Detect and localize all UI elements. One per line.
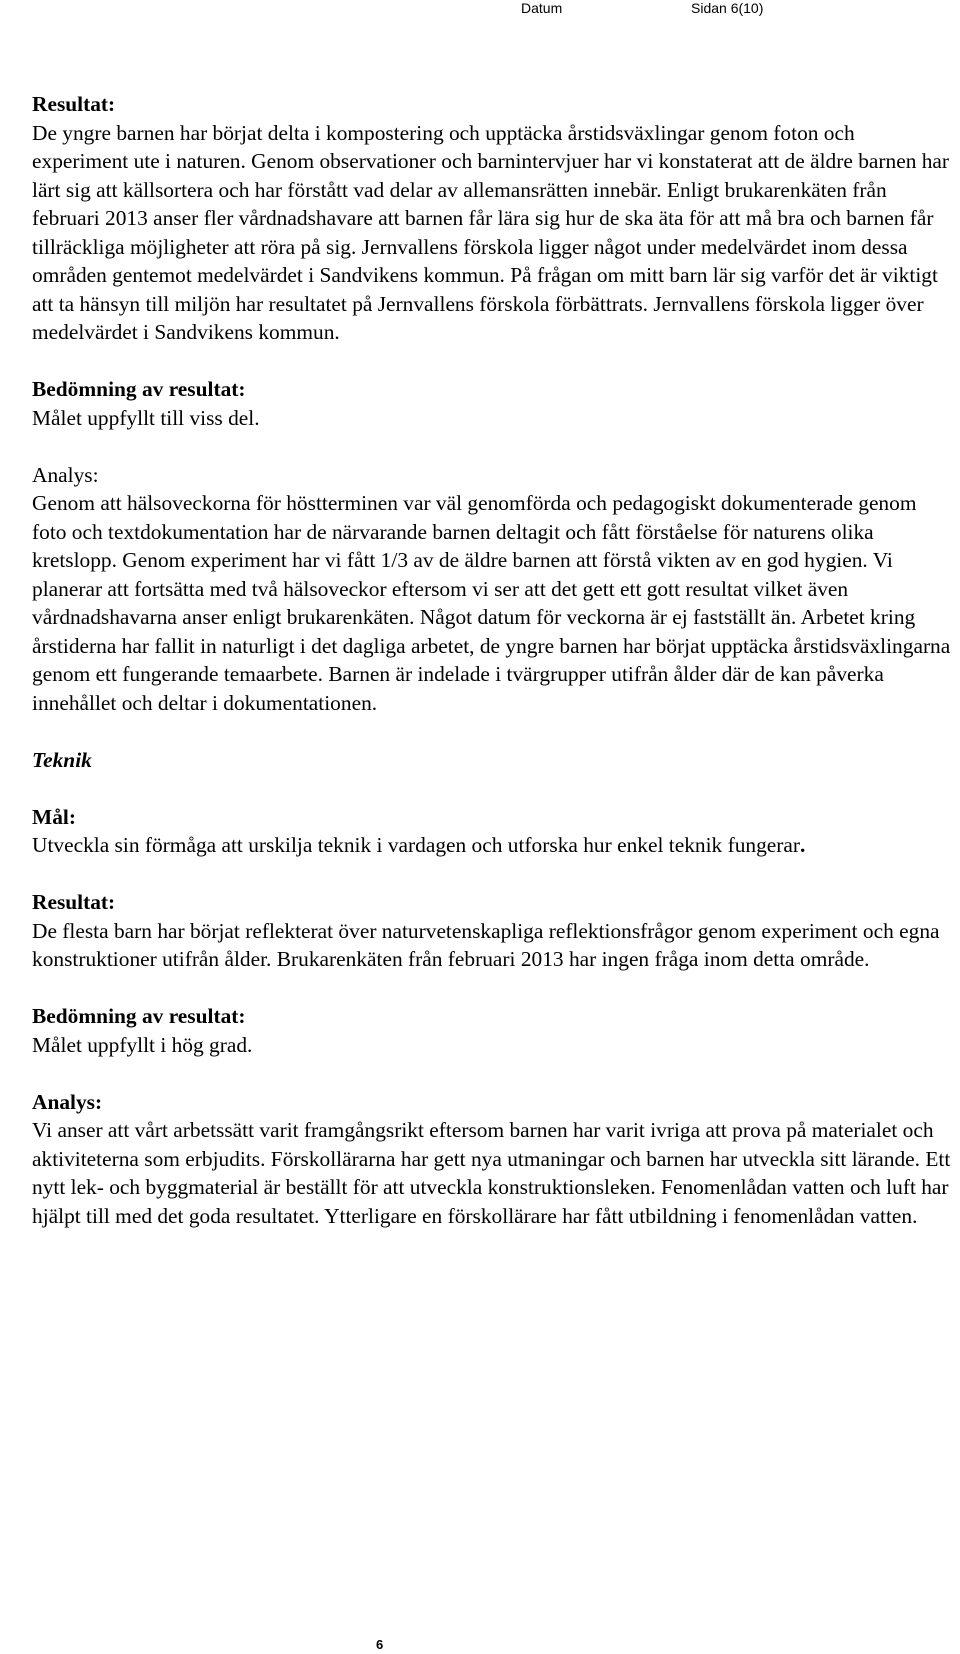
teknik-result-heading: Resultat: <box>32 890 116 914</box>
teknik-section-title: Teknik <box>32 747 92 772</box>
natur-analysis-text: Genom att hälsoveckorna för höstterminen var väl genomförda och pedagogiskt dokumenterade genom foto och textdokumentation har de närvarande barnen deltagit och fått förståelse för naturens olika kretslopp. Genom experiment har vi fått 1/3 av de äldre barnen att förstå vikten av en god hygien. Vi planerar att fortsätta med två hälsoveckor eftersom vi ser att det gett ett gott resultat vilket även vårdnadshavarna anser enligt brukarenkäten. Något datum för veckorna är ej fastställt än. Arbetet kring årstiderna har fallit in naturligt i det dagliga arbetet, de yngre barnen har börjat upptäcka årstidsväxlingarna genom ett fungerande temaarbete. Barnen är indelade i tvärgrupper utifrån ålder där de kan påverka innehållet och deltar i dokumentationen. <box>32 491 951 715</box>
teknik-analysis-text: Vi anser att vårt arbetssätt varit framgångsrikt eftersom barnen har varit ivriga att prova på materialet och aktiviteterna som erbjudits. Förskollärarna har gett nya utmaningar och barnen har utveckla sitt lärande. Ett nytt lek- och byggmaterial är beställt för att utveckla konstruktionsleken. Fenomenlådan vatten och luft har hjälpt till med det goda resultatet. Ytterligare en förskollärare har fått utbildning i fenomenlådan vatten. <box>32 1118 951 1228</box>
teknik-goal-period: . <box>800 833 806 857</box>
natur-assessment-heading: Bedömning av resultat: <box>32 377 246 401</box>
teknik-analysis-heading: Analys: <box>32 1089 103 1114</box>
page-header <box>0 0 960 24</box>
teknik-goal-text: Utveckla sin förmåga att urskilja teknik i vardagen och utforska hur enkel teknik fungerar <box>32 833 801 857</box>
teknik-assessment-text: Målet uppfyllt i hög grad. <box>32 1032 253 1057</box>
teknik-result-text: De flesta barn har börjat reflekterat över naturvetenskapliga reflektionsfrågor genom experiment och egna konstruktioner utifrån ålder. Brukarenkäten från februari 2013 har ingen fråga inom detta område. <box>32 918 940 971</box>
spacer <box>32 1059 956 1088</box>
document-body <box>32 90 956 1230</box>
spacer <box>32 774 956 803</box>
teknik-goal-paragraph <box>32 831 956 860</box>
spacer <box>32 347 956 376</box>
header-page-label: Sidan 6(10) <box>691 0 764 16</box>
spacer <box>32 717 956 746</box>
spacer <box>32 974 956 1003</box>
header-date-label: Datum <box>521 0 563 16</box>
spacer <box>32 860 956 889</box>
natur-assessment-text: Målet uppfyllt till viss del. <box>32 405 260 430</box>
natur-result-heading: Resultat: <box>32 92 116 116</box>
spacer <box>32 432 956 461</box>
teknik-assessment-heading: Bedömning av resultat: <box>32 1004 246 1028</box>
page-number: 6 <box>376 1637 384 1652</box>
natur-result-text: De yngre barnen har börjat delta i kompostering och upptäcka årstidsväxlingar genom foton och experiment ute i naturen. Genom observationer och barnintervjuer har vi konstaterat att de äldre barnen har lärt sig att källsortera och har förstått vad delar av allemansrätten innebär. Enligt brukarenkäten från februari 2013 anser fler vårdnadshavare att barnen får lära sig hur de ska äta för att må bra och barnen får tillräckliga möjligheter att röra på sig. Jernvallens förskola ligger något under medelvärdet inom dessa områden gentemot medelvärdet i Sandvikens kommun. På frågan om mitt barn lär sig varför det är viktigt att ta hänsyn till miljön har resultatet på Jernvallens förskola förbättrats. Jernvallens förskola ligger över medelvärdet i Sandvikens kommun. <box>32 120 950 344</box>
natur-analysis-heading: Analys: <box>32 462 99 487</box>
teknik-goal-heading: Mål: <box>32 804 76 829</box>
